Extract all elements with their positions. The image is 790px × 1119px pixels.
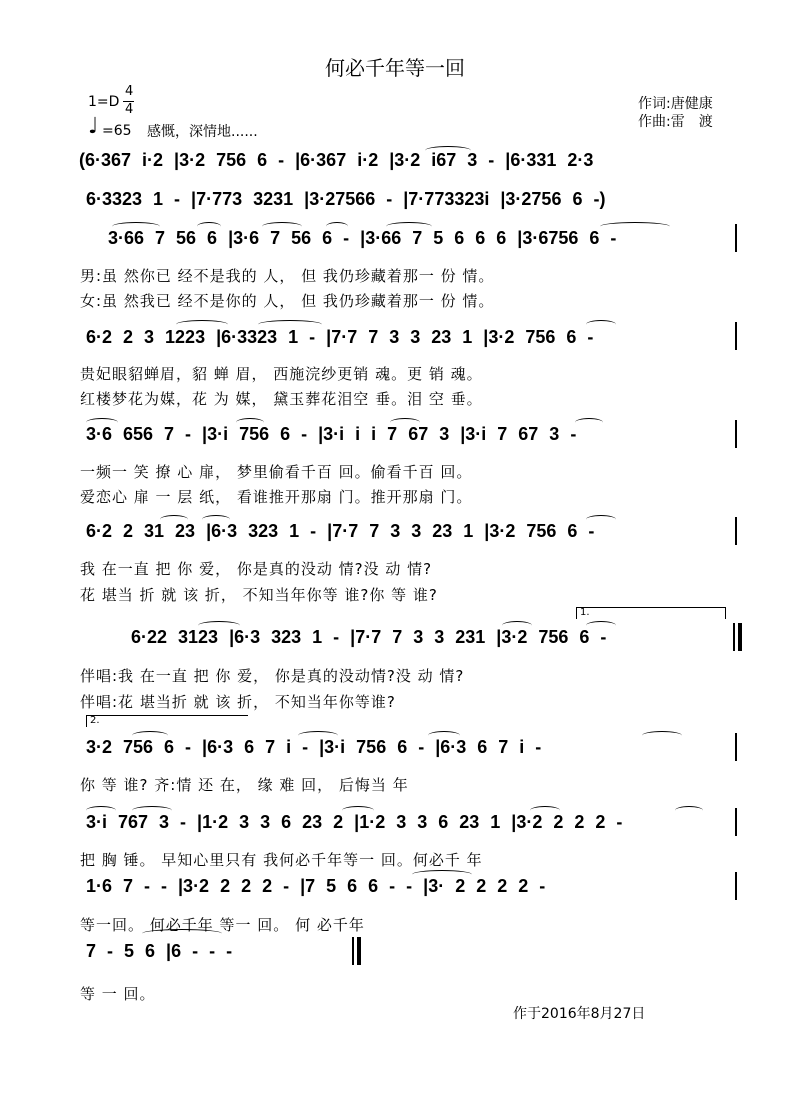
slur	[412, 870, 472, 879]
slur	[428, 731, 460, 740]
barline	[735, 733, 737, 761]
lyricist: 作词:唐健康	[638, 96, 713, 112]
barline	[735, 872, 737, 900]
slur	[202, 515, 230, 524]
song-title: 何必千年等一回	[325, 56, 465, 80]
mood-mark: 感慨，深情地......	[147, 124, 258, 140]
lyric-line-8: 你 等 谁? 齐:情 还 在， 缘 难 回， 后悔当 年	[80, 776, 409, 794]
slur	[326, 222, 348, 231]
slur	[530, 806, 560, 815]
slur	[262, 222, 302, 231]
slur	[575, 418, 603, 427]
notation-line-3: 3·66 7 56 6 |3·6 7 56 6 - |3·66 7 5 6 6 6 |3·6756 6 -	[108, 228, 617, 248]
slur	[198, 621, 240, 630]
final-barline-thick	[357, 937, 361, 965]
slur	[142, 929, 222, 938]
key-signature: 1=D	[88, 94, 120, 110]
slur	[342, 806, 374, 815]
slur	[112, 222, 160, 231]
time-signature-bottom: 4	[125, 102, 134, 117]
slur	[160, 515, 188, 524]
lyric-line-5a: 一频一 笑 撩 心 扉， 梦里偷看千百 回。偷看千百 回。	[80, 463, 473, 481]
slur	[197, 222, 221, 231]
volta-2-bracket	[86, 715, 248, 716]
slur	[298, 731, 338, 740]
notation-line-8: 3·2 756 6 - |6·3 6 7 i - |3·i 756 6 - |6·3 6 7 i -	[86, 737, 542, 757]
lyric-line-4a: 贵妃眼貂蝉眉，貂 蝉 眉， 西施浣纱更销 魂。更 销 魂。	[80, 365, 483, 383]
tempo-mark: =65	[102, 123, 132, 139]
lyric-line-4b: 红楼梦花为媒，花 为 媒， 黛玉葬花泪空 垂。泪 空 垂。	[80, 390, 483, 408]
slur	[386, 222, 432, 231]
slur	[176, 320, 228, 329]
notation-line-1: (6·367 i·2 |3·2 756 6 - |6·367 i·2 |3·2 i67 3 - |6·331 2·3	[79, 150, 594, 170]
composition-date: 作于2016年8月27日	[513, 1006, 646, 1022]
time-signature-top: 4	[125, 84, 134, 99]
slur	[425, 146, 471, 155]
notation-line-10: 1·6 7 - - |3·2 2 2 2 - |7 5 6 6 - - |3· 2 2 2 2 -	[86, 876, 546, 896]
lyric-line-3b: 女:虽 然我已 经不是你的 人， 但 我仍珍藏着那一 份 情。	[80, 292, 495, 310]
slur	[642, 731, 682, 740]
notation-line-7: 6·22 3123 |6·3 323 1 - |7·7 7 3 3 231 |3·2 756 6 -	[131, 627, 607, 647]
slur	[86, 418, 118, 427]
final-barline-thin	[352, 937, 354, 965]
lyric-line-5b: 爱恋心 扉 一 层 纸， 看谁推开那扇 门。推开那扇 门。	[80, 488, 473, 506]
barline	[735, 808, 737, 836]
lyric-line-3a: 男:虽 然你已 经不是我的 人， 但 我仍珍藏着那一 份 情。	[80, 267, 495, 285]
slur	[675, 806, 703, 815]
volta-2-label: 2.	[90, 715, 100, 726]
notation-line-9: 3·i 767 3 - |1·2 3 3 6 23 2 |1·2 3 3 6 23 1 |3·2 2 2 2 -	[86, 812, 623, 832]
lyric-line-11: 等 一 回。	[80, 985, 156, 1003]
repeat-barline-thick	[738, 623, 742, 651]
lyric-line-7b: 伴唱:花 堪当折 就 该 折， 不知当年你等谁?	[80, 693, 396, 711]
slur	[236, 418, 264, 427]
quarter-note-icon: ♩	[88, 114, 99, 139]
composer: 作曲:雷 渡	[638, 114, 713, 130]
volta-1-label: 1.	[580, 607, 590, 618]
slur	[86, 806, 116, 815]
volta-1-bracket-left	[576, 607, 577, 619]
barline	[735, 420, 737, 448]
lyric-line-10: 等一回。 何必千年 等一 回。 何 必千年	[80, 916, 365, 934]
slur	[132, 806, 172, 815]
repeat-barline-thin	[733, 623, 735, 651]
volta-1-bracket-right	[725, 607, 726, 619]
lyric-line-6b: 花 堪当 折 就 该 折， 不知当年你等 谁?你 等 谁?	[80, 586, 438, 604]
volta-2-bracket-left	[86, 715, 87, 727]
notation-line-6: 6·2 2 31 23 |6·3 323 1 - |7·7 7 3 3 23 1 |3·2 756 6 -	[86, 521, 595, 541]
slur	[258, 320, 322, 329]
slur	[390, 418, 420, 427]
notation-line-5: 3·6 656 7 - |3·i 756 6 - |3·i i i 7 67 3 |3·i 7 67 3 -	[86, 424, 577, 444]
barline	[735, 322, 737, 350]
barline	[735, 224, 737, 252]
slur	[586, 515, 616, 524]
slur	[502, 621, 532, 630]
lyric-line-9: 把 胸 锤。 早知心里只有 我何必千年等一 回。何必千 年	[80, 851, 483, 869]
notation-line-11: 7 - 5 6 |6 - - -	[86, 941, 233, 961]
barline	[735, 517, 737, 545]
notation-line-4: 6·2 2 3 1223 |6·3323 1 - |7·7 7 3 3 23 1 |3·2 756 6 -	[86, 327, 594, 347]
slur	[600, 222, 670, 231]
lyric-line-7a: 伴唱:我 在一直 把 你 爱， 你是真的没动情?没 动 情?	[80, 667, 465, 685]
slur	[586, 621, 616, 630]
lyric-line-6a: 我 在一直 把 你 爱， 你是真的没动 情?没 动 情?	[80, 560, 433, 578]
notation-line-2: 6·3323 1 - |7·773 3231 |3·27566 - |7·773323i |3·2756 6 -)	[86, 189, 606, 209]
slur	[586, 320, 616, 329]
slur	[132, 731, 168, 740]
volta-1-bracket	[576, 607, 726, 608]
